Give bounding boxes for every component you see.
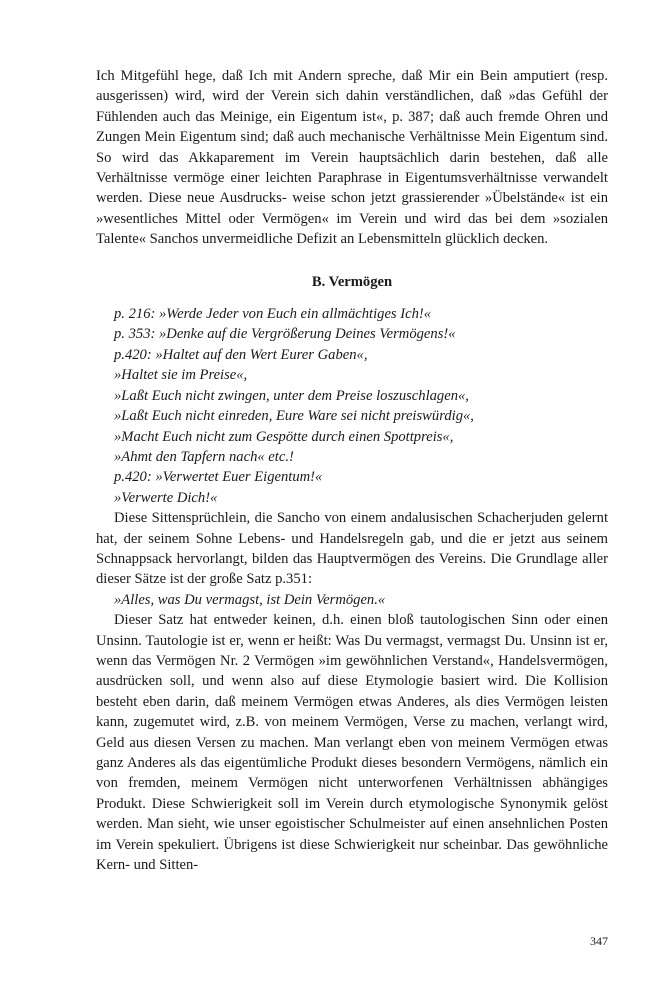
quote-block bbox=[96, 304, 608, 508]
paragraph-3: Dieser Satz hat entweder keinen, d.h. einen bloß tautologischen Sinn oder einen Unsinn. Tautologie ist er, wenn er heißt: Was Du vermagst, vermagst Du. Unsinn ist er, wenn das Vermögen Nr. 2 Vermögen »im gewöhnlichen Verstand«, Handelsvermögen, ausdrücken soll, und wenn also auf diese Etymologie basiert wird. Die Kollision besteht eben darin, daß meinem Vermögen etwas Anderes, als dies Vermögen leisten kann, zugemutet wird, z.B. von meinem Vermögen, Verse zu machen, verlangt wird, Geld aus diesen Versen zu machen. Man verlangt eben von meinem Vermögen etwas ganz Anderes als das eigentümliche Produkt dieses besondern Vermögens, nämlich ein von fremden, meinem Vermögen nicht unterworfenen Verhältnissen abhängiges Produkt. Diese Schwierigkeit soll im Verein durch etymologische Synonymik gelöst werden. Man sieht, wie unser egoistischer Schulmeister auf einen ansehnlichen Posten im Verein spekuliert. Übrigens ist diese Schwierigkeit nur scheinbar. Das gewöhnliche Kern- und Sitten- bbox=[96, 612, 608, 874]
page-number: 347 bbox=[590, 934, 608, 948]
quote-line: »Ahmt den Tapfern nach« etc.! bbox=[114, 448, 294, 465]
paragraph-2: Diese Sittensprüchlein, die Sancho von einem andalusischen Schacherjuden gelernt hat, der seinem Sohne Lebens- und Handelsregeln gab, und die er jetzt aus seinem Schnappsack hervorlangt, bilden das Hauptvermögen des Vereins. Die Grundlage aller dieser Sätze ist der große Satz p.351: bbox=[96, 510, 608, 588]
paragraph-1: Ich Mitgefühl hege, daß Ich mit Andern spreche, daß Mir ein Bein amputiert (resp. ausgerissen) wird, wird der Verein sich dahin verständlichen, daß »das Gefühl der Fühlenden auch das Meinige, ein Eigentum ist«, p. 387; daß auch fremde Ohren und Zungen Mein Eigentum sind; daß auch mechanische Verhältnisse Mein Eigentum sind. So wird das Akkaparement im Verein hauptsächlich darin bestehen, daß alle Verhältnisse vermöge einer leichten Paraphrase in Eigentumsverhältnisse verwandelt werden. Diese neue Ausdrucks- weise schon jetzt grassierender »Übelstände« ist ein »wesentliches Mittel oder Vermögen« im Verein und wird das bei dem »sozialen Talente« Sanchos unvermeidliche Defizit an Lebensmitteln glücklich decken. bbox=[96, 68, 608, 248]
section-heading: B. Vermögen bbox=[311, 273, 393, 290]
quote-line: p.420: »Verwertet Euer Eigentum!« bbox=[114, 469, 323, 486]
quote-line: p. 353: »Denke auf die Vergrößerung Deines Vermögens!« bbox=[114, 326, 456, 343]
quote-line: »Laßt Euch nicht einreden, Eure Ware sei nicht preiswürdig«, bbox=[114, 408, 474, 425]
quote-line: »Macht Euch nicht zum Gespötte durch einen Spottpreis«, bbox=[114, 428, 454, 445]
quote-line: »Haltet sie im Preise«, bbox=[114, 367, 248, 384]
page-body bbox=[96, 66, 608, 875]
quote-line: p.420: »Haltet auf den Wert Eurer Gaben«, bbox=[114, 346, 368, 363]
quote-line-2: »Alles, was Du vermagst, ist Dein Vermögen.« bbox=[114, 591, 386, 608]
quote-line: »Verwerte Dich!« bbox=[114, 489, 218, 506]
quote-line: »Laßt Euch nicht zwingen, unter dem Preise loszuschlagen«, bbox=[114, 387, 469, 404]
quote-line: p. 216: »Werde Jeder von Euch ein allmächtiges Ich!« bbox=[114, 306, 432, 323]
